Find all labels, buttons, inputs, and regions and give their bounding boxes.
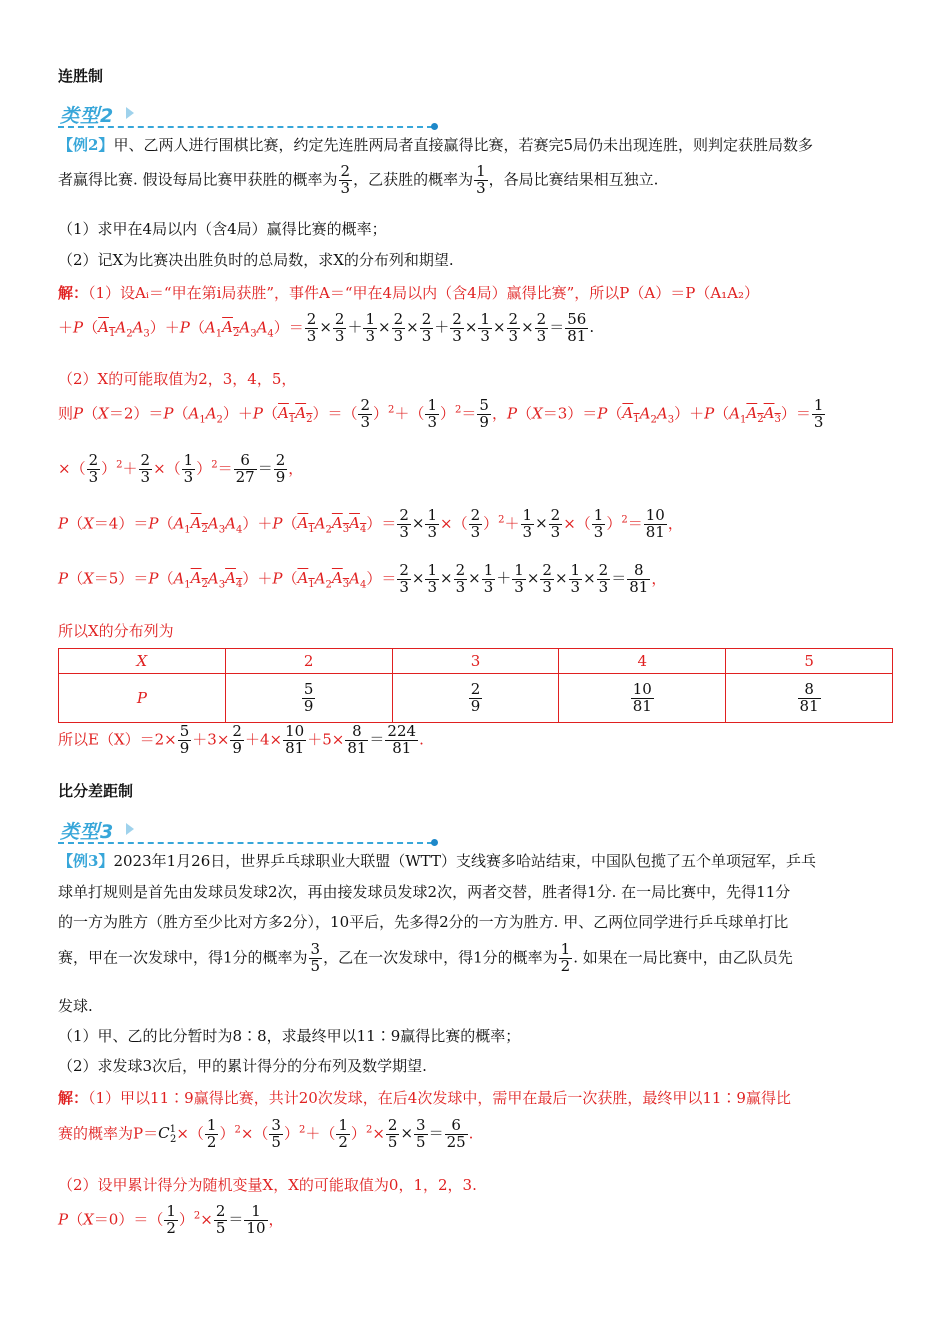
dot-icon [431,839,438,846]
solution-line1 [58,1087,791,1108]
table-cell: 4 [559,649,726,674]
problem-text: 2023年1月26日，世界乒乓球职业大联盟（WTT）支线赛多哈站结束，中国队包揽了五个单项冠军，乒乓 [113,852,816,870]
triangle-icon [126,823,134,835]
problem-text: ，乙获胜的概率为 [353,170,474,189]
solution-line-x5: $P(X=5)=P(A_1A_2A_3A_4)+P(A_1A_2A_3A_4)=$ $\frac{2}{3}$ × $\frac{1}{3}$ × $\frac{2}{3}$ × $\frac{1}{3}$ ＋ $\frac{1}{3}$ × $\frac{2}{3}$ × $\frac{1}{3}$ × $\frac{2}{3}$ ＝ $\frac{8}{81}$ ， [58,561,667,596]
example-3-line4: 赛，甲在一次发球中，得1分的概率为 $\frac{3}{5}$ ，乙在一次发球中，得1分的概率为 $\frac{1}{2}$ . 如果在一局比赛中，由乙队员先 [58,940,793,975]
question-2: （2）记X为比赛决出胜负时的总局数，求X的分布列和期望. [58,251,454,269]
divider [58,126,433,128]
triangle-icon [126,107,134,119]
problem-text: . 如果在一局比赛中，由乙队员先 [573,948,793,967]
solution-label: 解： [58,284,89,302]
solution-line1 [58,282,759,303]
solution-label: 解： [58,1089,89,1107]
problem-text: 甲、乙两人进行围棋比赛，约定先连胜两局者直接赢得比赛，若赛完5局仍未出现连胜，则判定获胜局数多 [113,136,813,154]
table-cell: $\frac{5}{9}$ [225,674,392,723]
example-2-line2 [58,164,658,197]
problem-text: 赛，甲在一次发球中，得1分的概率为 [58,948,308,967]
question-1: （1）求甲在4局以内（含4局）赢得比赛的概率； [58,220,387,238]
distribution-table [58,648,893,723]
example-3-line5: 发球. [58,997,93,1015]
solution-text: （1）设Aᵢ＝“甲在第i局获胜”，事件A＝“甲在4局以内（含4局）赢得比赛”，所以P（A）＝P（A₁A₂） [88,284,760,302]
example-2-line1 [58,134,813,155]
type-label: 类型3 [60,821,115,843]
table-cell: 2 [225,649,392,674]
section-heading-streak: 连胜制 [58,67,104,85]
solution-line-x4: $P(X=4)=P(A_1A_2A_3A_4)+P(A_1A_2A_3A_4)=$ $\frac{2}{3}$ × $\frac{1}{3}$ ×（ $\frac{2}{3}$ ）$^2$＋ $\frac{1}{3}$ × $\frac{2}{3}$ ×（ $\frac{1}{3}$ ）$^2$＝ $\frac{10}{81}$ ， [58,506,683,541]
example-3-line3: 的一方为胜方（胜方至少比对方多2分），10平后，先多得2分的一方为胜方. 甲、乙两位同学进行乒乓球单打比 [58,913,789,931]
solution-text: （1）甲以11∶9赢得比赛，共计20次发球，在后4次发球中，需甲在最后一次获胜，最终甲以11∶9赢得比 [88,1089,791,1107]
solution-line2: 赛的概率为$P=C^1_2\times$（ $\frac{1}{2}$ ）$^2$×（ $\frac{3}{5}$ ）$^2$＋（ $\frac{1}{2}$ ）$^2$× $\frac{2}{5}$ × $\frac{3}{5}$ ＝ $\frac{6}{25}$ . [58,1116,474,1151]
problem-text: ，乙在一次发球中，得1分的概率为 [323,948,558,967]
section-heading-margin: 比分差距制 [58,782,134,800]
question-2: （2）求发球3次后，甲的累计得分的分布列及数学期望. [58,1057,427,1075]
table-cell: $\frac{8}{81}$ [726,674,893,723]
example-label: 【例3】 [58,852,114,870]
dot-icon [431,123,438,130]
fraction: $\frac{1}{3}$ [476,162,486,197]
solution-2-intro: （2）X的可能取值为2，3，4，5， [58,370,297,388]
table-cell: 5 [726,649,893,674]
type-label: 类型2 [60,105,115,127]
table-cell: $\frac{10}{81}$ [559,674,726,723]
fraction: $\frac{2}{3}$ [340,162,351,197]
question-1: （1）甲、乙的比分暂时为8∶8，求最终甲以11∶9赢得比赛的概率； [58,1027,521,1045]
table-cell: $\frac{2}{9}$ [392,674,559,723]
solution-2-intro: （2）设甲累计得分为随机变量X，X的可能取值为0，1，2，3. [58,1176,477,1194]
solution-line-x2: 则$P(X=2)=P(A_1A_2)+P(A_1A_2)=$（ $\frac{2}{3}$ ）$^2$＋（ $\frac{1}{3}$ ）$^2$＝ $\frac{5}{9}$ ，$P(X=3)=P(A_1A_2A_3)+P(A_1A_2A_3)=$ $\frac{1}{3}$ [58,396,824,431]
solution-line-x0: P（X＝0）＝（ $\frac{1}{2}$ ）$^2$× $\frac{2}{5}$ ＝ $\frac{1}{10}$ ， [58,1202,284,1237]
divider [58,842,433,844]
example-3-line1 [58,850,816,871]
expectation-line: 所以E（X）＝2× $\frac{5}{9}$ ＋3× $\frac{2}{9}$ ＋4× $\frac{10}{81}$ ＋5× $\frac{8}{81}$ ＝ $\frac{224}{81}$ . [58,722,424,757]
table-cell: 3 [392,649,559,674]
solution-line-x3: ×（ $\frac{2}{3}$ ）$^2$＋ $\frac{2}{3}$ ×（ $\frac{1}{3}$ ）$^2$＝ $\frac{6}{27}$ ＝ $\frac{2}{9}$ ， [58,451,304,486]
distribution-intro: 所以X的分布列为 [58,622,174,640]
example-label: 【例2】 [58,136,114,154]
problem-text: ，各局比赛结果相互独立. [488,170,659,189]
solution-line2: $+P(A_1A_2A_3)+P(A_1A_2A_3A_4)=$ $\frac{2}{3}$ × $\frac{2}{3}$ ＋ $\frac{1}{3}$ × $\frac{2}{3}$ × $\frac{2}{3}$ ＋ $\frac{2}{3}$ × $\frac{1}{3}$ × $\frac{2}{3}$ × $\frac{2}{3}$ ＝ $\frac{56}{81}$ . [58,310,595,345]
type-banner-2 [58,100,443,130]
expectation-prefix: 所以E（X）＝2× [58,730,177,749]
type-banner-3 [58,816,443,846]
table-cell: P [59,674,226,723]
example-3-line2: 球单打规则是首先由发球员发球2次，再由接发球员发球2次，两者交替，胜者得1分. 在一局比赛中，先得11分 [58,883,791,901]
table-cell: X [59,649,226,674]
problem-text: 者赢得比赛. 假设每局比赛甲获胜的概率为 [58,170,338,189]
solution-text: 赛的概率为P＝ [58,1124,159,1143]
